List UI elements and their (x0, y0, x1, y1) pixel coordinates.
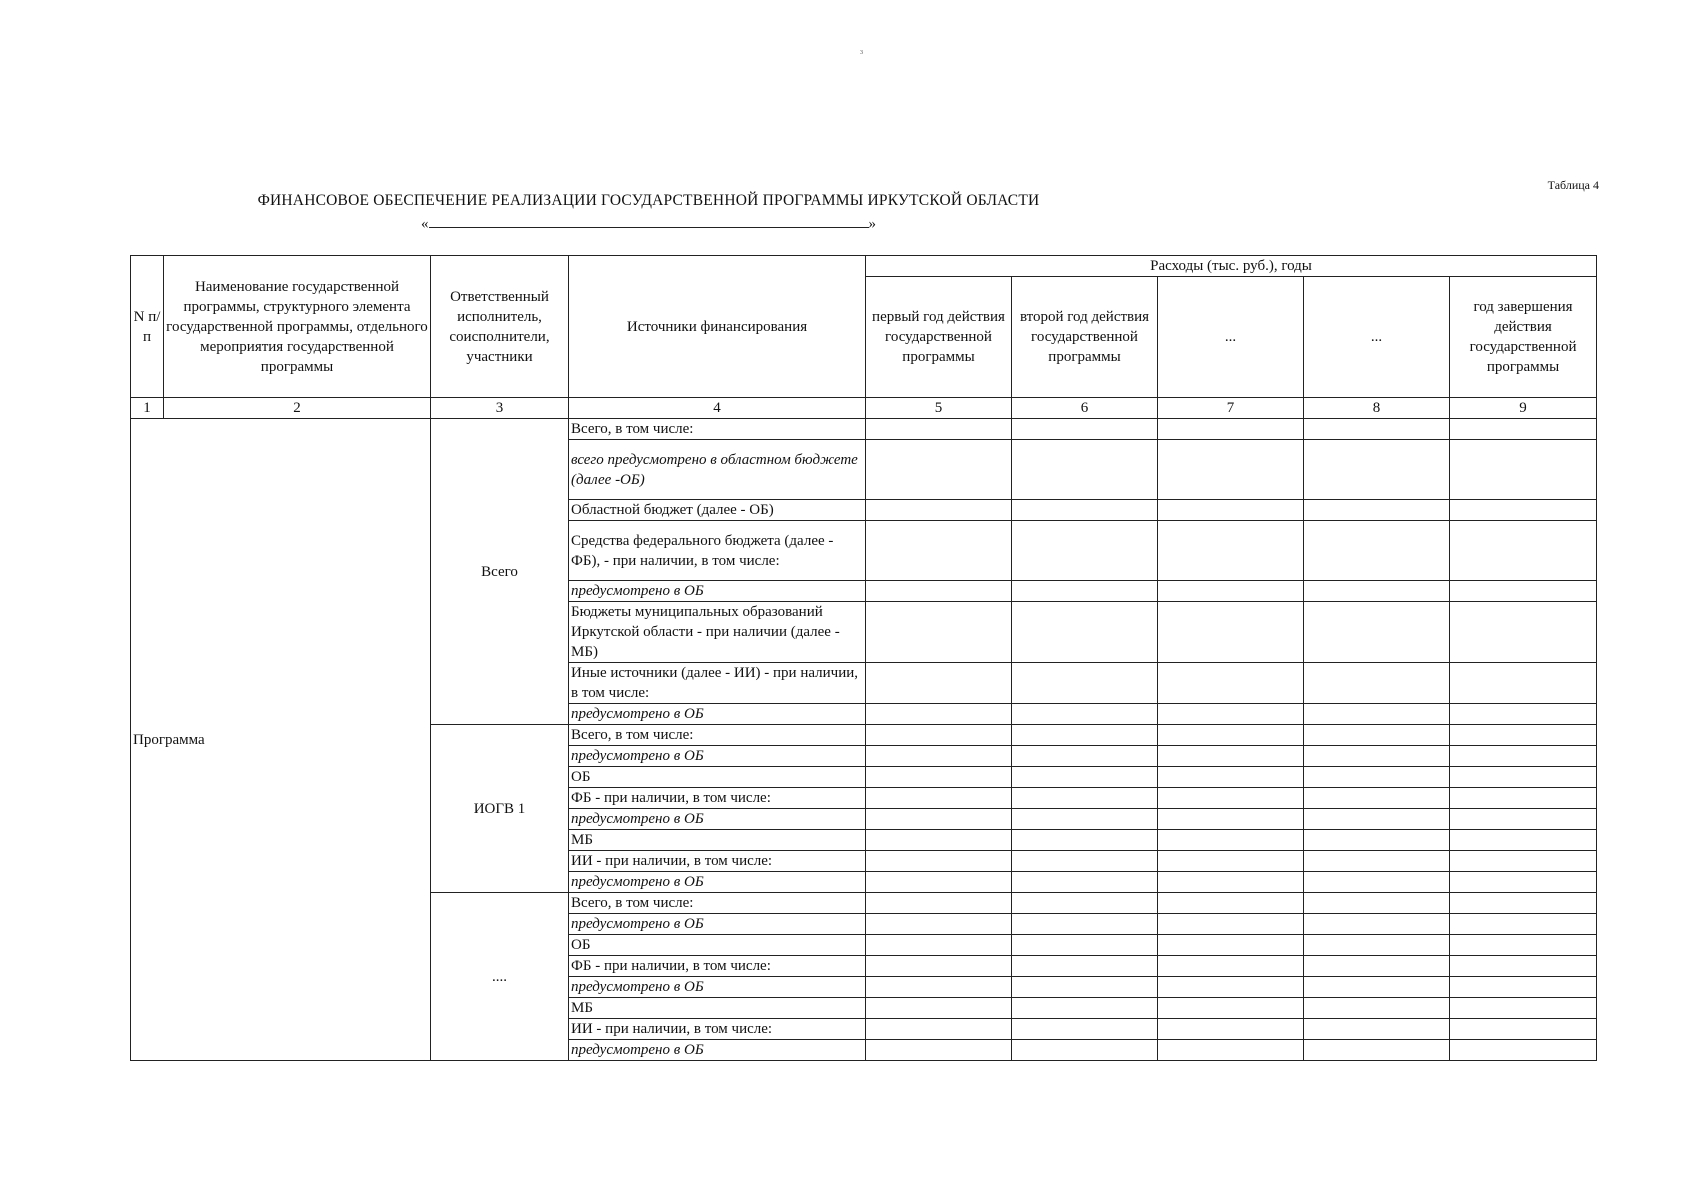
expense-value-cell (866, 977, 1012, 998)
header-year-third: ... (1158, 277, 1304, 398)
expense-value-cell (1450, 914, 1597, 935)
expense-value-cell (1158, 500, 1304, 521)
table-body (131, 419, 1597, 1061)
expense-value-cell (866, 956, 1012, 977)
executor-cell: .... (431, 893, 569, 1061)
expense-value-cell (866, 746, 1012, 767)
funding-source-cell: МБ (569, 998, 866, 1019)
expense-value-cell (866, 851, 1012, 872)
expense-value-cell (1158, 1040, 1304, 1061)
header-year-second: второй год действия государственной программы (1012, 277, 1158, 398)
expense-value-cell (866, 419, 1012, 440)
table-label: Таблица 4 (1547, 178, 1599, 192)
expense-value-cell (1304, 893, 1450, 914)
page-number-mark: 3 (860, 50, 863, 56)
expense-value-cell (1304, 1040, 1450, 1061)
program-name-blank-line (0, 215, 1297, 233)
expense-value-cell (1158, 725, 1304, 746)
funding-source-cell: Всего, в том числе: (569, 893, 866, 914)
header-executor: Ответственный исполнитель, соисполнители, участники (431, 256, 569, 398)
expense-value-cell (866, 704, 1012, 725)
expense-value-cell (1304, 872, 1450, 893)
expense-value-cell (1012, 1040, 1158, 1061)
expense-value-cell (1158, 767, 1304, 788)
header-number: N п/п (131, 256, 164, 398)
expense-value-cell (1158, 809, 1304, 830)
expense-value-cell (866, 725, 1012, 746)
funding-source-cell: всего предусмотрено в областном бюджете (далее -ОБ) (569, 440, 866, 500)
funding-source-cell: предусмотрено в ОБ (569, 1040, 866, 1061)
expense-value-cell (1304, 935, 1450, 956)
funding-source-cell: Всего, в том числе: (569, 419, 866, 440)
expense-value-cell (1012, 998, 1158, 1019)
funding-source-cell: предусмотрено в ОБ (569, 704, 866, 725)
expense-value-cell (1012, 956, 1158, 977)
funding-source-cell: Всего, в том числе: (569, 725, 866, 746)
program-name-cell: Программа (131, 419, 431, 1061)
funding-source-cell: предусмотрено в ОБ (569, 977, 866, 998)
expense-value-cell (1304, 809, 1450, 830)
expense-value-cell (866, 809, 1012, 830)
expense-value-cell (1304, 767, 1450, 788)
expense-value-cell (866, 830, 1012, 851)
expense-value-cell (1450, 935, 1597, 956)
expense-value-cell (1012, 581, 1158, 602)
expense-value-cell (1158, 977, 1304, 998)
expense-value-cell (1450, 725, 1597, 746)
expense-value-cell (1450, 1040, 1597, 1061)
expense-value-cell (1304, 419, 1450, 440)
expense-value-cell (1304, 1019, 1450, 1040)
expense-value-cell (1450, 1019, 1597, 1040)
header-funding-sources: Источники финансирования (569, 256, 866, 398)
funding-source-cell: Средства федерального бюджета (далее - ФБ), - при наличии, в том числе: (569, 521, 866, 581)
expense-value-cell (1012, 893, 1158, 914)
expense-value-cell (1158, 440, 1304, 500)
expense-value-cell (1012, 500, 1158, 521)
expense-value-cell (1158, 893, 1304, 914)
header-year-last: год завершения действия государственной программы (1450, 277, 1597, 398)
expense-value-cell (1450, 956, 1597, 977)
funding-source-cell: ФБ - при наличии, в том числе: (569, 956, 866, 977)
open-quote: « (421, 216, 429, 232)
expense-value-cell (1304, 581, 1450, 602)
document-title: ФИНАНСОВОЕ ОБЕСПЕЧЕНИЕ РЕАЛИЗАЦИИ ГОСУДАРСТВЕННОЙ ПРОГРАММЫ ИРКУТСКОЙ ОБЛАСТИ (257, 192, 1040, 209)
expense-value-cell (1012, 914, 1158, 935)
expense-value-cell (1450, 830, 1597, 851)
expense-value-cell (1012, 851, 1158, 872)
expense-value-cell (866, 998, 1012, 1019)
close-quote: » (868, 216, 876, 232)
col-number-2: 2 (164, 398, 431, 419)
expense-value-cell (1158, 521, 1304, 581)
funding-source-cell: Областной бюджет (далее - ОБ) (569, 500, 866, 521)
expense-value-cell (866, 521, 1012, 581)
executor-cell: ИОГВ 1 (431, 725, 569, 893)
col-number-5: 5 (866, 398, 1012, 419)
expense-value-cell (1012, 746, 1158, 767)
expense-value-cell (1450, 893, 1597, 914)
expense-value-cell (1450, 977, 1597, 998)
funding-source-cell: ИИ - при наличии, в том числе: (569, 1019, 866, 1040)
expense-value-cell (1304, 725, 1450, 746)
expense-value-cell (1450, 500, 1597, 521)
expense-value-cell (1158, 998, 1304, 1019)
executor-cell: Всего (431, 419, 569, 725)
expense-value-cell (866, 602, 1012, 663)
funding-source-cell: ОБ (569, 767, 866, 788)
expense-value-cell (1450, 440, 1597, 500)
expense-value-cell (1158, 746, 1304, 767)
expense-value-cell (866, 893, 1012, 914)
col-number-4: 4 (569, 398, 866, 419)
expense-value-cell (1158, 830, 1304, 851)
expense-value-cell (1304, 998, 1450, 1019)
expense-value-cell (866, 914, 1012, 935)
expense-value-cell (1158, 704, 1304, 725)
expense-value-cell (1158, 788, 1304, 809)
funding-source-cell: предусмотрено в ОБ (569, 872, 866, 893)
col-number-1: 1 (131, 398, 164, 419)
expense-value-cell (1450, 746, 1597, 767)
financing-table (130, 255, 1597, 1061)
funding-source-cell: ФБ - при наличии, в том числе: (569, 788, 866, 809)
expense-value-cell (866, 788, 1012, 809)
expense-value-cell (1158, 914, 1304, 935)
expense-value-cell (1450, 872, 1597, 893)
expense-value-cell (1304, 956, 1450, 977)
funding-source-cell: предусмотрено в ОБ (569, 809, 866, 830)
expense-value-cell (1450, 602, 1597, 663)
expense-value-cell (1450, 419, 1597, 440)
expense-value-cell (866, 500, 1012, 521)
expense-value-cell (1012, 767, 1158, 788)
expense-value-cell (1450, 767, 1597, 788)
expense-value-cell (1450, 521, 1597, 581)
funding-source-cell: МБ (569, 830, 866, 851)
header-year-first: первый год действия государственной программы (866, 277, 1012, 398)
expense-value-cell (1304, 914, 1450, 935)
expense-value-cell (1304, 746, 1450, 767)
funding-source-cell: предусмотрено в ОБ (569, 581, 866, 602)
expense-value-cell (1304, 830, 1450, 851)
expense-value-cell (1450, 998, 1597, 1019)
col-number-8: 8 (1304, 398, 1450, 419)
expense-value-cell (1304, 521, 1450, 581)
expense-value-cell (1304, 440, 1450, 500)
col-number-7: 7 (1158, 398, 1304, 419)
table-row (131, 419, 1597, 440)
expense-value-cell (1158, 581, 1304, 602)
expense-value-cell (866, 872, 1012, 893)
expense-value-cell (1450, 788, 1597, 809)
expense-value-cell (1012, 1019, 1158, 1040)
expense-value-cell (1012, 704, 1158, 725)
expense-value-cell (1012, 663, 1158, 704)
funding-source-cell: ИИ - при наличии, в том числе: (569, 851, 866, 872)
expense-value-cell (866, 1040, 1012, 1061)
expense-value-cell (1158, 419, 1304, 440)
expense-value-cell (1304, 851, 1450, 872)
expense-value-cell (1012, 419, 1158, 440)
expense-value-cell (1304, 663, 1450, 704)
expense-value-cell (1304, 500, 1450, 521)
expense-value-cell (866, 935, 1012, 956)
expense-value-cell (1012, 809, 1158, 830)
expense-value-cell (1158, 935, 1304, 956)
expense-value-cell (866, 663, 1012, 704)
expense-value-cell (1450, 809, 1597, 830)
expense-value-cell (1012, 830, 1158, 851)
expense-value-cell (866, 1019, 1012, 1040)
header-year-fourth: ... (1304, 277, 1450, 398)
expense-value-cell (1158, 872, 1304, 893)
col-number-3: 3 (431, 398, 569, 419)
expense-value-cell (1012, 977, 1158, 998)
expense-value-cell (1450, 581, 1597, 602)
funding-source-cell: ОБ (569, 935, 866, 956)
col-number-9: 9 (1450, 398, 1597, 419)
expense-value-cell (1158, 663, 1304, 704)
expense-value-cell (866, 440, 1012, 500)
header-expenses: Расходы (тыс. руб.), годы (866, 256, 1597, 277)
expense-value-cell (1012, 602, 1158, 663)
expense-value-cell (866, 767, 1012, 788)
expense-value-cell (1450, 851, 1597, 872)
expense-value-cell (1158, 956, 1304, 977)
funding-source-cell: Бюджеты муниципальных образований Иркутской области - при наличии (далее - МБ) (569, 602, 866, 663)
expense-value-cell (1012, 872, 1158, 893)
expense-value-cell (1012, 440, 1158, 500)
col-number-6: 6 (1012, 398, 1158, 419)
expense-value-cell (1012, 788, 1158, 809)
expense-value-cell (1304, 704, 1450, 725)
funding-source-cell: Иные источники (далее - ИИ) - при наличии, в том числе: (569, 663, 866, 704)
expense-value-cell (1304, 602, 1450, 663)
expense-value-cell (1012, 935, 1158, 956)
expense-value-cell (1450, 663, 1597, 704)
funding-source-cell: предусмотрено в ОБ (569, 746, 866, 767)
expense-value-cell (1304, 977, 1450, 998)
expense-value-cell (1158, 851, 1304, 872)
expense-value-cell (1158, 1019, 1304, 1040)
blank-line (429, 215, 869, 228)
expense-value-cell (1304, 788, 1450, 809)
expense-value-cell (1158, 602, 1304, 663)
expense-value-cell (1012, 521, 1158, 581)
expense-value-cell (1450, 704, 1597, 725)
header-program-name: Наименование государственной программы, структурного элемента государственной программы, отдельного мероприятия государственной программы (164, 256, 431, 398)
funding-source-cell: предусмотрено в ОБ (569, 914, 866, 935)
expense-value-cell (866, 581, 1012, 602)
expense-value-cell (1012, 725, 1158, 746)
